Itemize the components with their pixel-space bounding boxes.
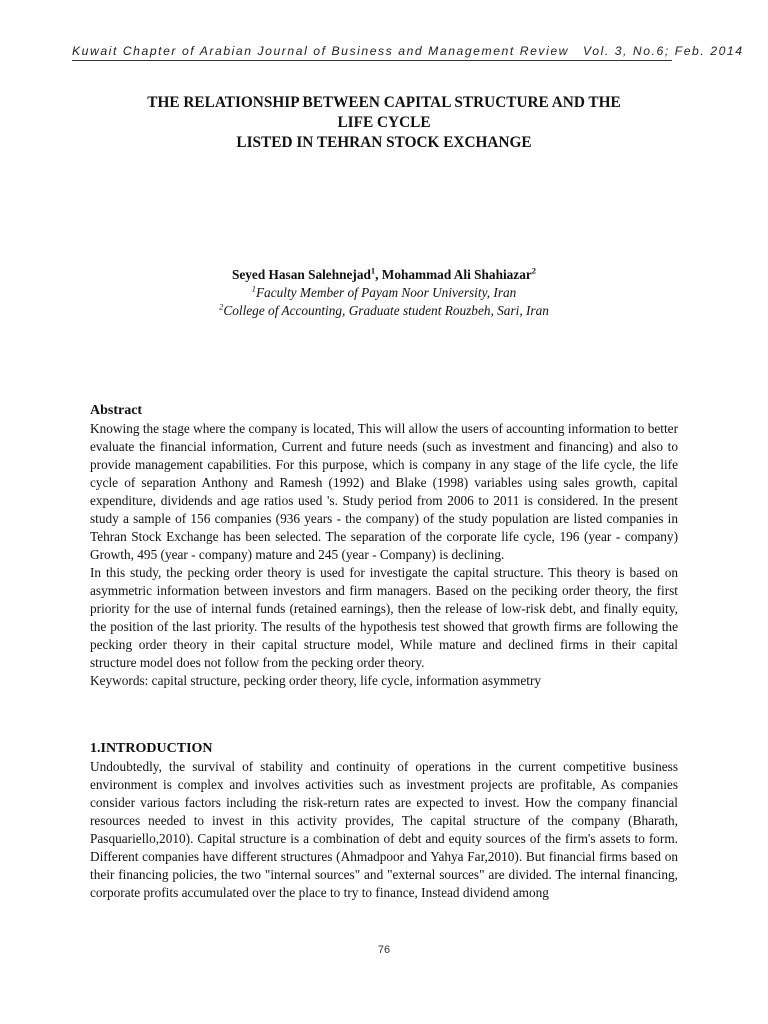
abstract-paragraph-1: Knowing the stage where the company is located, This will allow the users of accounting information to better evaluate the financial information, Current and future needs (such as investment and financing) and also to provide management capabilities. For this purpose, which is company in any stage of the life cycle, the life cycle of separation Anthony and Ramesh (1992) and Blake (1998) variables using sales growth, capital expenditure, dividends and age ratios used 's. Study period from 2006 to 2011 is considered. In the present study a sample of 156 companies (936 years - the company) of the study population are listed companies in Tehran Stock Exchange has been selected. The separation of the corporate life cycle, 196 (year - company) Growth, 495 (year - company) mature and 245 (year - Company) is declining. bbox=[90, 421, 678, 562]
affiliation-1 bbox=[88, 284, 680, 302]
author-2-sup: 2 bbox=[531, 265, 537, 276]
abstract-section bbox=[90, 402, 678, 690]
title-line-1: THE RELATIONSHIP BETWEEN CAPITAL STRUCTURE AND THE bbox=[147, 94, 621, 111]
page-number: 76 bbox=[377, 944, 391, 956]
author-2: Mohammad Ali Shahiazar bbox=[381, 267, 532, 282]
abstract-heading: Abstract bbox=[90, 403, 143, 418]
author-separator: , bbox=[375, 267, 382, 282]
introduction-paragraph-1: Undoubtedly, the survival of stability and continuity of operations in the current competitive business environment is complex and involves activities such as investment projects are profitable, As companies consider various factors including the risk-return rates are expected to invest. How the company financial resources needed to invest in this activity provides, The capital structure of the company (Bharath, Pasquariello,2010). Capital structure is a combination of debt and equity sources of the firm's assets to form. Different companies have different structures (Ahmadpoor and Yahya Far,2010). But financial firms based on their financing policies, the two "internal sources" and "external sources" are divided. The internal financing, corporate profits accumulated over the place to try to finance, Instead dividend among bbox=[90, 759, 678, 900]
paper-title bbox=[88, 93, 680, 153]
journal-name: Kuwait Chapter of Arabian Journal of Business and Management Review bbox=[72, 44, 570, 58]
author-1-sup: 1 bbox=[370, 265, 376, 276]
keywords: Keywords: capital structure, pecking order theory, life cycle, information asymmetry bbox=[90, 673, 542, 688]
abstract-paragraph-2: In this study, the pecking order theory is used for investigate the capital structure. This theory is based on asymmetric information between investors and firm managers. Based on the peciking order theory, the first priority for the use of internal funds (retained earnings), then the release of low-risk debt, and finally equity, the position of the last priority. The results of the hypothesis test showed that growth firms are following the pecking order theory in their capital structure model, While mature and declined firms in their capital structure model does not follow from the pecking order theory. bbox=[90, 565, 678, 670]
running-header bbox=[72, 44, 744, 58]
introduction-section bbox=[90, 740, 678, 902]
title-line-3: LISTED IN TEHRAN STOCK EXCHANGE bbox=[236, 134, 532, 151]
title-line-2: LIFE CYCLE bbox=[337, 114, 431, 131]
affiliation-1-text: Faculty Member of Payam Noor University, Iran bbox=[255, 285, 517, 300]
author-names bbox=[88, 266, 680, 284]
header-rule bbox=[72, 60, 672, 61]
affiliation-1-sup: 1 bbox=[251, 283, 256, 294]
introduction-heading: 1.INTRODUCTION bbox=[90, 741, 213, 756]
volume-issue: Vol. 3, No.6; Feb. 2014 bbox=[583, 44, 744, 58]
author-1: Seyed Hasan Salehnejad bbox=[231, 267, 371, 282]
author-block bbox=[88, 266, 680, 320]
affiliation-2-text: College of Accounting, Graduate student Rouzbeh, Sari, Iran bbox=[223, 303, 549, 318]
affiliation-2 bbox=[88, 302, 680, 320]
affiliation-2-sup: 2 bbox=[219, 301, 224, 312]
